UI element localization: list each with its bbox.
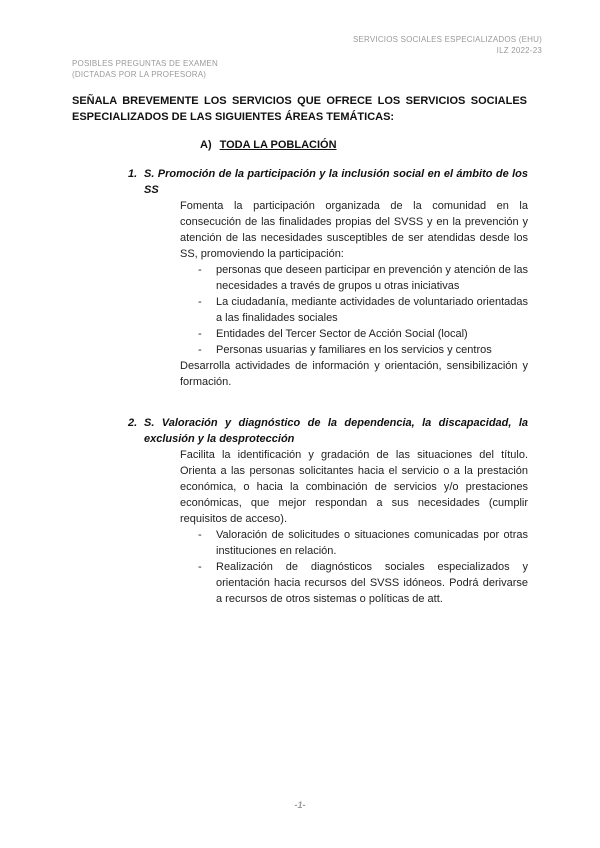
question-heading: SEÑALA BREVEMENTE LOS SERVICIOS QUE OFRECE LOS SERVICIOS SOCIALES ESPECIALIZADOS DE LAS SIGUIENTES ÁREAS TEMÁTICAS: xyxy=(72,95,527,123)
page-number: -1- xyxy=(294,800,306,810)
item-number: 2. xyxy=(128,417,138,429)
section-heading xyxy=(200,138,337,152)
item-title xyxy=(128,415,528,447)
list-item: - personas que deseen participar en prevención y atención de las necesidades a través de grupos u otras iniciativas xyxy=(198,264,528,292)
section-title: TODA LA POBLACIÓN xyxy=(219,139,337,151)
service-item-1 xyxy=(128,166,528,390)
section-letter: A) xyxy=(200,139,212,151)
item-title-text: S. Valoración y diagnóstico de la dependencia, la discapacidad, la exclusión y la desprotección xyxy=(144,417,528,445)
course-year: ILZ 2022-23 xyxy=(496,46,542,55)
service-item-2 xyxy=(128,415,528,607)
item-title xyxy=(128,166,528,198)
list-item: - Entidades del Tercer Sector de Acción Social (local) xyxy=(198,328,468,340)
item-description: Fomenta la participación organizada de la comunidad en la consecución de las finalidades propias del SVSS y en la prevención y atención de las necesidades susceptibles de ser atendidas desde los SS, promoviendo la participación: xyxy=(180,200,528,260)
item-title-text: S. Promoción de la participación y la inclusión social en el ámbito de los SS xyxy=(144,168,528,196)
bullet-dash: - xyxy=(198,328,202,340)
list-item: - Realización de diagnósticos sociales especializados y orientación hacia recursos del SVSS idóneos. Podrá derivarse a recursos de otros sistemas o políticas de att. xyxy=(198,561,528,605)
running-header-right xyxy=(353,34,542,56)
item-number: 1. xyxy=(128,168,138,180)
bullet-dash: - xyxy=(198,344,202,356)
running-header-left xyxy=(72,58,218,80)
course-title: SERVICIOS SOCIALES ESPECIALIZADOS (EHU) xyxy=(352,35,542,44)
doc-subtitle-note: (DICTADAS POR LA PROFESORA) xyxy=(72,70,207,79)
bullet-dash: - xyxy=(198,264,202,276)
list-item: - Personas usuarias y familiares en los servicios y centros xyxy=(198,344,492,356)
bullet-dash: - xyxy=(198,529,202,541)
doc-subtitle: POSIBLES PREGUNTAS DE EXAMEN xyxy=(72,59,218,68)
item-bullet-list xyxy=(128,527,528,607)
item-bullet-list xyxy=(128,262,528,358)
item-closing-text: Desarrolla actividades de información y orientación, sensibilización y formación. xyxy=(180,360,528,388)
item-description: Facilita la identificación y gradación de las situaciones del título. Orienta a las personas solicitantes hacia el servicio o a la prestación económica, o hacia la combinación de servicios y/o prestaciones económicas, que mejor respondan a sus necesidades (cumplir requisitos de acceso). xyxy=(180,449,528,525)
list-item: - Valoración de solicitudes o situaciones comunicadas por otras instituciones en relación. xyxy=(198,529,528,557)
list-item: - La ciudadanía, mediante actividades de voluntariado orientadas a las finalidades sociales xyxy=(198,296,528,324)
bullet-dash: - xyxy=(198,561,202,573)
bullet-dash: - xyxy=(198,296,202,308)
